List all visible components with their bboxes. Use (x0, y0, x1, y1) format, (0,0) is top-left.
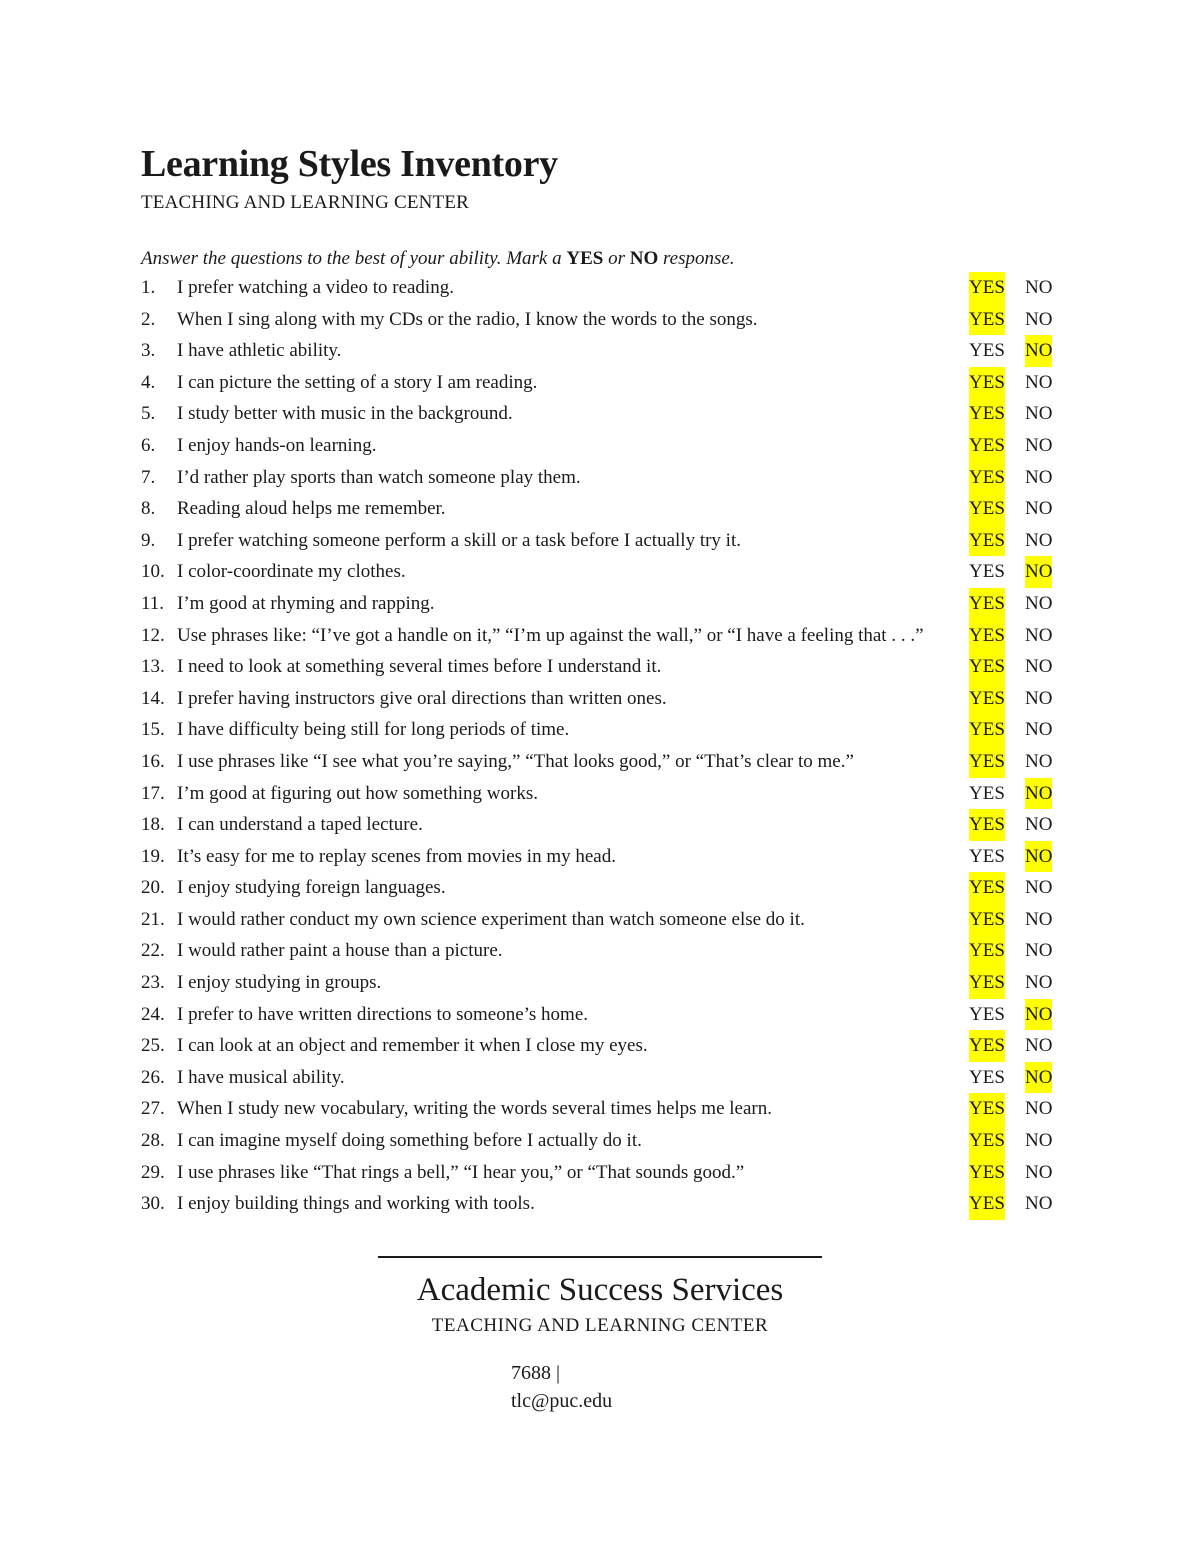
question-number: 8. (141, 498, 156, 520)
answer-yes[interactable]: YES (969, 935, 1005, 967)
question-row (141, 1125, 1071, 1157)
question-row (141, 1157, 1071, 1189)
answer-no[interactable]: NO (1025, 814, 1053, 836)
answer-yes[interactable]: YES (969, 304, 1005, 336)
answer-yes[interactable]: YES (969, 340, 1005, 362)
answer-no[interactable]: NO (1025, 403, 1053, 425)
answer-yes[interactable]: YES (969, 714, 1005, 746)
answer-no[interactable]: NO (1025, 750, 1053, 772)
question-number: 18. (141, 814, 165, 836)
answer-no[interactable]: NO (1025, 877, 1053, 899)
answer-yes[interactable]: YES (969, 272, 1005, 304)
question-text: I enjoy studying foreign languages. (177, 877, 446, 899)
footer-divider (378, 1256, 822, 1258)
question-number: 3. (141, 340, 156, 362)
instructions (141, 248, 735, 270)
contact-phone: 7688 | (511, 1362, 561, 1384)
question-text: I enjoy building things and working with tools. (177, 1193, 535, 1215)
answer-no[interactable]: NO (1025, 719, 1053, 741)
question-number: 10. (141, 561, 165, 583)
question-row (141, 967, 1071, 999)
answer-no[interactable]: NO (1025, 1035, 1053, 1057)
question-number: 24. (141, 1003, 165, 1025)
question-text: I’d rather play sports than watch someone play them. (177, 466, 581, 488)
answer-yes[interactable]: YES (969, 782, 1005, 804)
answer-yes[interactable]: YES (969, 493, 1005, 525)
question-text: I can understand a taped lecture. (177, 814, 423, 836)
answer-no[interactable]: NO (1025, 1130, 1053, 1152)
question-row (141, 493, 1071, 525)
question-row (141, 1188, 1071, 1220)
answer-no[interactable]: NO (1025, 1098, 1053, 1120)
question-number: 23. (141, 972, 165, 994)
question-text: I prefer watching someone perform a skill or a task before I actually try it. (177, 529, 741, 551)
question-row (141, 809, 1071, 841)
question-text: When I study new vocabulary, writing the words several times helps me learn. (177, 1098, 772, 1120)
question-text: I can picture the setting of a story I am reading. (177, 371, 538, 393)
answer-yes[interactable]: YES (969, 561, 1005, 583)
question-text: I have musical ability. (177, 1066, 345, 1088)
answer-no[interactable]: NO (1025, 656, 1053, 678)
question-number: 27. (141, 1098, 165, 1120)
answer-yes[interactable]: YES (969, 588, 1005, 620)
answer-no[interactable]: NO (1025, 556, 1052, 588)
answer-no[interactable]: NO (1025, 972, 1053, 994)
answer-yes[interactable]: YES (969, 1093, 1005, 1125)
question-number: 25. (141, 1035, 165, 1057)
question-text: I need to look at something several times before I understand it. (177, 656, 662, 678)
answer-yes[interactable]: YES (969, 462, 1005, 494)
question-row (141, 525, 1071, 557)
question-text: I can look at an object and remember it when I close my eyes. (177, 1035, 648, 1057)
answer-no[interactable]: NO (1025, 940, 1053, 962)
answer-yes[interactable]: YES (969, 651, 1005, 683)
question-row (141, 999, 1071, 1031)
answer-yes[interactable]: YES (969, 1157, 1005, 1189)
question-text: I use phrases like “I see what you’re saying,” “That looks good,” or “That’s clear to me.” (177, 750, 854, 772)
question-number: 11. (141, 592, 165, 614)
question-row (141, 935, 1071, 967)
question-number: 16. (141, 750, 165, 772)
answer-yes[interactable]: YES (969, 809, 1005, 841)
question-text: I prefer to have written directions to someone’s home. (177, 1003, 589, 1025)
answer-no[interactable]: NO (1025, 277, 1053, 298)
question-text: I color-coordinate my clothes. (177, 561, 406, 583)
answer-no[interactable]: NO (1025, 1193, 1053, 1215)
answer-no[interactable]: NO (1025, 335, 1052, 367)
question-number: 20. (141, 877, 165, 899)
question-number: 19. (141, 845, 165, 867)
answer-no[interactable]: NO (1025, 999, 1052, 1031)
answer-no[interactable]: NO (1025, 624, 1053, 646)
question-row (141, 1062, 1071, 1094)
question-row (141, 1030, 1071, 1062)
question-text: Use phrases like: “I’ve got a handle on it,” “I’m up against the wall,” or “I have a feeling that . . .” (177, 624, 924, 646)
instructions-text: Answer the questions to the best of your ability. Mark a (141, 248, 567, 269)
question-text: I have athletic ability. (177, 340, 342, 362)
answer-yes[interactable]: YES (969, 620, 1005, 652)
answer-no[interactable]: NO (1025, 1062, 1052, 1094)
answer-no[interactable]: NO (1025, 498, 1053, 520)
answer-yes[interactable]: YES (969, 845, 1005, 867)
question-number: 17. (141, 782, 165, 804)
question-number: 9. (141, 529, 156, 551)
question-text: I’m good at figuring out how something works. (177, 782, 538, 804)
question-row (141, 620, 1071, 652)
question-row (141, 462, 1071, 494)
answer-yes[interactable]: YES (969, 904, 1005, 936)
answer-no[interactable]: NO (1025, 308, 1053, 330)
question-number: 4. (141, 371, 156, 393)
question-number: 29. (141, 1161, 165, 1183)
question-row (141, 367, 1071, 399)
answer-yes[interactable]: YES (969, 1066, 1005, 1088)
instructions-no: NO (629, 248, 659, 269)
answer-yes[interactable]: YES (969, 872, 1005, 904)
question-row (141, 304, 1071, 336)
question-row (141, 588, 1071, 620)
question-number: 7. (141, 466, 156, 488)
question-number: 2. (141, 308, 156, 330)
answer-no[interactable]: NO (1025, 778, 1052, 810)
question-number: 12. (141, 624, 165, 646)
question-text: Reading aloud helps me remember. (177, 498, 446, 520)
question-number: 1. (141, 277, 156, 298)
question-number: 30. (141, 1193, 165, 1215)
question-number: 15. (141, 719, 165, 741)
question-row (141, 398, 1071, 430)
answer-yes[interactable]: YES (969, 967, 1005, 999)
question-text: I enjoy hands-on learning. (177, 434, 377, 456)
question-text: I can imagine myself doing something before I actually do it. (177, 1130, 642, 1152)
question-number: 21. (141, 908, 165, 930)
question-text: I would rather paint a house than a picture. (177, 940, 503, 962)
answer-yes[interactable]: YES (969, 1030, 1005, 1062)
instructions-response: response. (658, 248, 735, 269)
answer-yes[interactable]: YES (969, 430, 1005, 462)
question-row (141, 1093, 1071, 1125)
answer-yes[interactable]: YES (969, 1125, 1005, 1157)
question-row (141, 841, 1071, 873)
question-number: 26. (141, 1066, 165, 1088)
answer-no[interactable]: NO (1025, 908, 1053, 930)
question-number: 28. (141, 1130, 165, 1152)
question-text: I prefer having instructors give oral directions than written ones. (177, 687, 667, 709)
question-text: I use phrases like “That rings a bell,” “I hear you,” or “That sounds good.” (177, 1161, 745, 1183)
question-text: I prefer watching a video to reading. (177, 277, 454, 298)
question-list (141, 272, 1071, 1220)
page-subtitle: TEACHING AND LEARNING CENTER (141, 192, 470, 213)
question-row (141, 746, 1071, 778)
question-text: I enjoy studying in groups. (177, 972, 382, 994)
answer-yes[interactable]: YES (969, 525, 1005, 557)
answer-yes[interactable]: YES (969, 1003, 1005, 1025)
question-number: 6. (141, 434, 156, 456)
question-text: I have difficulty being still for long periods of time. (177, 719, 570, 741)
question-row (141, 683, 1071, 715)
footer-subtitle: TEACHING AND LEARNING CENTER (431, 1315, 769, 1336)
contact-email: tlc@puc.edu (511, 1390, 613, 1412)
answer-yes[interactable]: YES (969, 367, 1005, 399)
question-number: 5. (141, 403, 156, 425)
question-row (141, 335, 1071, 367)
answer-no[interactable]: NO (1025, 371, 1053, 393)
question-text: I would rather conduct my own science experiment than watch someone else do it. (177, 908, 805, 930)
answer-yes[interactable]: YES (969, 1188, 1005, 1220)
answer-yes[interactable]: YES (969, 398, 1005, 430)
answer-no[interactable]: NO (1025, 529, 1053, 551)
question-number: 22. (141, 940, 165, 962)
answer-no[interactable]: NO (1025, 687, 1053, 709)
question-row (141, 778, 1071, 810)
instructions-yes: YES (566, 248, 604, 269)
question-number: 13. (141, 656, 165, 678)
answer-yes[interactable]: YES (969, 746, 1005, 778)
answer-yes[interactable]: YES (969, 683, 1005, 715)
question-row (141, 430, 1071, 462)
question-text: I study better with music in the background. (177, 403, 513, 425)
question-row (141, 272, 1071, 304)
footer-title: Academic Success Services (416, 1272, 784, 1308)
question-row (141, 714, 1071, 746)
instructions-or: or (603, 248, 630, 269)
question-row (141, 651, 1071, 683)
question-text: I’m good at rhyming and rapping. (177, 592, 435, 614)
question-number: 14. (141, 687, 165, 709)
answer-no[interactable]: NO (1025, 592, 1053, 614)
page-title: Learning Styles Inventory (141, 143, 558, 185)
question-row (141, 904, 1071, 936)
question-text: When I sing along with my CDs or the radio, I know the words to the songs. (177, 308, 758, 330)
question-text: It’s easy for me to replay scenes from movies in my head. (177, 845, 616, 867)
question-row (141, 872, 1071, 904)
answer-no[interactable]: NO (1025, 841, 1052, 873)
question-row (141, 556, 1071, 588)
answer-no[interactable]: NO (1025, 1161, 1053, 1183)
answer-no[interactable]: NO (1025, 466, 1053, 488)
answer-no[interactable]: NO (1025, 434, 1053, 456)
